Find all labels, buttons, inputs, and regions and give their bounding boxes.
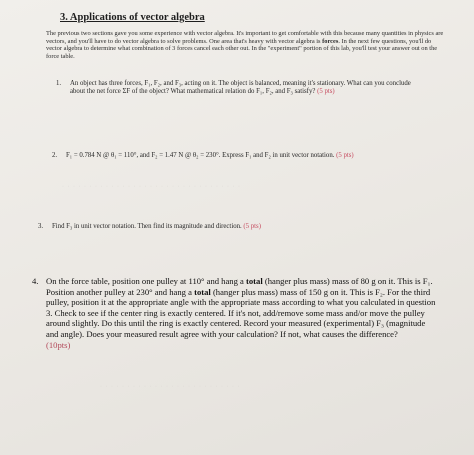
question-3 [38,223,422,231]
question-3-text: Find F₃ in unit vector notation. Then find its magnitude and direction. [52,223,242,230]
question-4-points: (10pts) [46,339,71,350]
question-4-text-c: (hanger plus mass) mass of 150 g on it. This is F₂. For the third pulley, position it at the appropriate angle with the appropriate mass according to what you calculated in question 3. Check to see if the center ring is exactly centered. If it's not, add/remove some mass and/or move the pulley around slightly. Do this until the ring is exactly centered. Record your measured (experimental) F₃ (magnitude and angle). Does your measured result agree with your calculation? If not, what causes the difference? [46,286,436,339]
intro-text-1: The previous two sections gave you some experience with vector algebra. It's important to get comfortable with this because many quantities in physics are vectors, and you'll have to do vector algebra to solve problems. One area that's heavy with vector algebra is [46,30,444,45]
question-1-points: (5 pts) [317,88,335,96]
intro-paragraph [46,30,444,60]
section-heading: 3. Applications of vector algebra [60,12,205,23]
question-4-text-a: On the force table, position one pulley at 110° and hang a [46,276,247,286]
question-2 [52,152,426,160]
question-1-text: An object has three forces, F₁, F₂, and F₃, acting on it. The object is balanced, meaning it's stationary. What can you conclude about the net force ΣF of the object? What mathematical relation do F₁, F₂, and F₃ satisfy? [70,80,411,96]
intro-text-2: . In the next few questions, you'll do vector algebra to determine what combination of 3 forces cancel each other out. In the "experiment" portion of this lab, you'll test your answer out on the force table. [46,37,438,60]
question-4-number: 4. [32,276,39,286]
bleed-through-text: · · · · · · · · · · · · · · · · · · · · · · · · · · · · · · · · · [62,184,241,190]
intro-bold-forces: forces [322,37,339,45]
question-4-bold-total-2: total [194,286,211,297]
question-2-text: F₁ = 0.784 N @ θ₁ = 110°, and F₂ = 1.47 N @ θ₂ = 230°. Express F₁ and F₂ in unit vector notation. [66,152,335,159]
question-1 [56,80,415,96]
question-4 [32,276,438,350]
question-4-text-b: (hanger plus mass) mass of 80 g on it. This is F₁. Position another pulley at 230° and hang a [46,276,433,297]
question-2-number: 2. [52,152,58,159]
bleed-through-text-2: · · · · · · · · · · · · · · · · · · · · · · · · · · [100,384,241,390]
question-4-bold-total-1: total [246,276,263,286]
question-3-points: (5 pts) [243,223,261,230]
question-2-points: (5 pts) [336,152,354,159]
question-1-number: 1. [56,80,62,87]
question-3-number: 3. [38,223,44,230]
